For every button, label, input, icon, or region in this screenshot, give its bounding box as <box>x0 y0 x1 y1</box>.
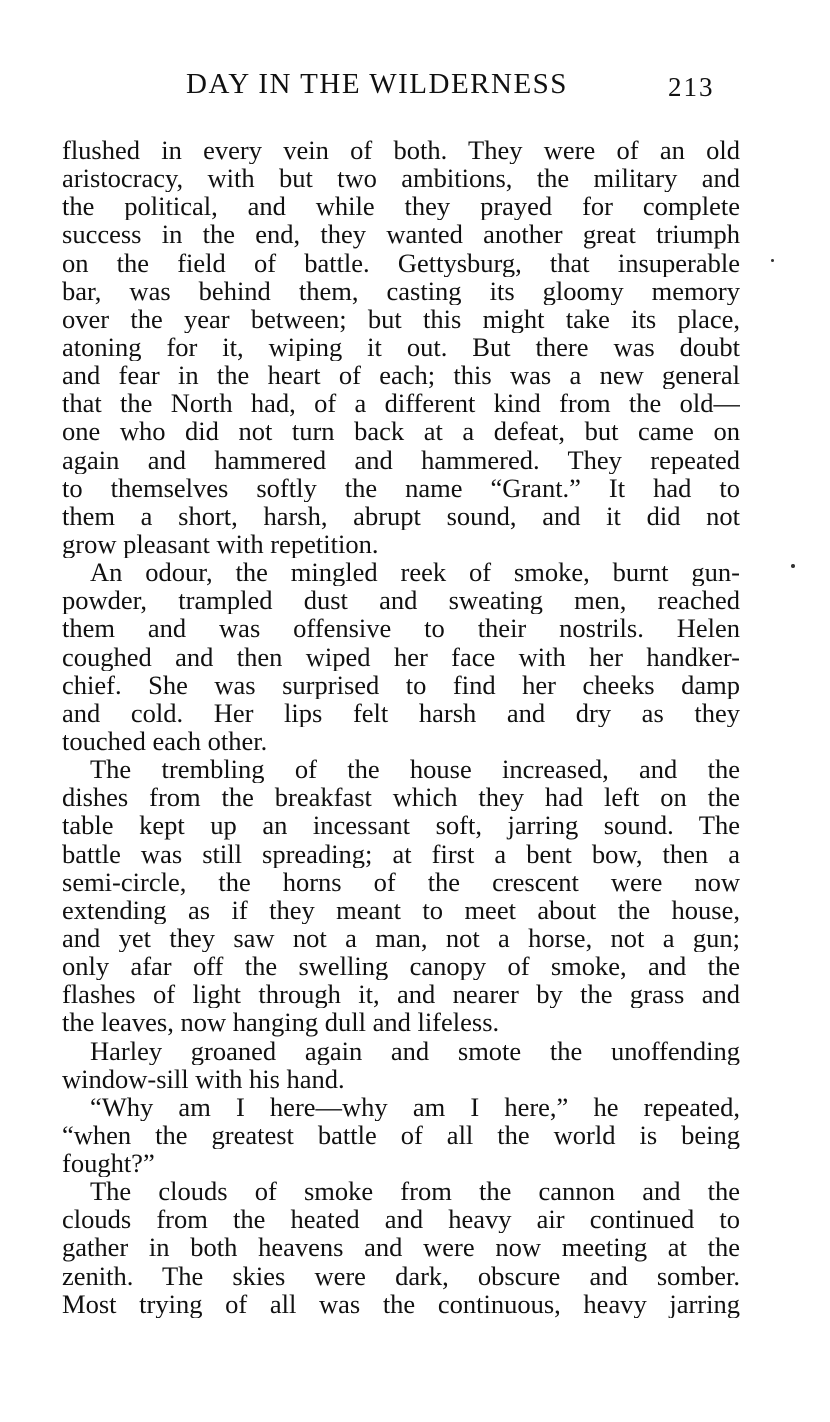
text-line: on the field of battle. Gettysburg, that insuperable <box>62 248 740 277</box>
text-line: flushed in every vein of both. They were of an old <box>62 136 740 165</box>
page-number: 213 <box>668 72 715 102</box>
text-line: “Why am I here—why am I here,” he repeated, <box>90 1092 740 1121</box>
text-line: flashes of light through it, and nearer by the grass and <box>62 980 740 1009</box>
text-line: grow pleasant with repetition. <box>62 529 379 559</box>
text-line: again and hammered and hammered. They repeated <box>62 445 740 474</box>
text-line: gather in both heavens and were now meeting at the <box>62 1233 740 1262</box>
text-line: dishes from the breakfast which they had left on the <box>62 783 740 812</box>
text-line: them and was offensive to their nostrils. Helen <box>62 614 740 643</box>
text-line: and cold. Her lips felt harsh and dry as they <box>62 698 740 727</box>
text-line: them a short, harsh, abrupt sound, and it did not <box>62 501 740 530</box>
text-line: only afar off the swelling canopy of smoke, and the <box>62 952 740 981</box>
text-line: powder, trampled dust and sweating men, reached <box>62 586 740 615</box>
print-speck <box>791 564 795 568</box>
print-speck <box>771 259 774 262</box>
text-line: The trembling of the house increased, and the <box>90 755 740 784</box>
text-line: clouds from the heated and heavy air continued to <box>62 1205 740 1234</box>
text-line: semi-circle, the horns of the crescent were now <box>62 867 740 896</box>
running-header <box>0 68 830 108</box>
text-line: success in the end, they wanted another great triumph <box>62 220 740 249</box>
text-line: window-sill with his hand. <box>62 1064 345 1093</box>
text-line: the leaves, now hanging dull and lifeless. <box>62 1008 500 1037</box>
text-line: “when the greatest battle of all the world is being <box>62 1120 740 1150</box>
text-line: touched each other. <box>62 726 268 756</box>
text-line: coughed and then wiped her face with her handker- <box>62 642 740 671</box>
text-line: extending as if they meant to meet about the house, <box>62 895 740 924</box>
body-text <box>62 136 740 1318</box>
text-line: fought?” <box>62 1149 155 1178</box>
text-line: aristocracy, with but two ambitions, the military and <box>62 164 740 193</box>
text-line: and yet they saw not a man, not a horse, not a gun; <box>62 923 740 953</box>
text-line: Most trying of all was the continuous, heavy jarring <box>62 1289 740 1318</box>
text-line: chief. She was surprised to find her cheeks damp <box>62 670 740 699</box>
text-line: The clouds of smoke from the cannon and the <box>90 1177 740 1206</box>
text-line: battle was still spreading; at first a bent bow, then a <box>62 839 740 868</box>
text-line: table kept up an incessant soft, jarring sound. The <box>62 811 740 840</box>
text-line: zenith. The skies were dark, obscure and somber. <box>62 1261 740 1290</box>
text-line: bar, was behind them, casting its gloomy memory <box>62 276 740 305</box>
text-line: An odour, the mingled reek of smoke, burnt gun- <box>90 558 740 587</box>
text-line: that the North had, of a different kind from the old— <box>62 389 740 418</box>
chapter-title: DAY IN THE WILDERNESS <box>186 68 568 100</box>
text-line: to themselves softly the name “Grant.” It had to <box>62 473 740 502</box>
text-line: over the year between; but this might take its place, <box>62 304 740 333</box>
text-line: one who did not turn back at a defeat, but came on <box>62 417 740 446</box>
text-line: the political, and while they prayed for complete <box>62 192 740 221</box>
text-line: atoning for it, wiping it out. But there was doubt <box>62 332 740 362</box>
text-line: and fear in the heart of each; this was a new general <box>62 361 740 390</box>
text-line: Harley groaned again and smote the unoffending <box>90 1036 740 1065</box>
